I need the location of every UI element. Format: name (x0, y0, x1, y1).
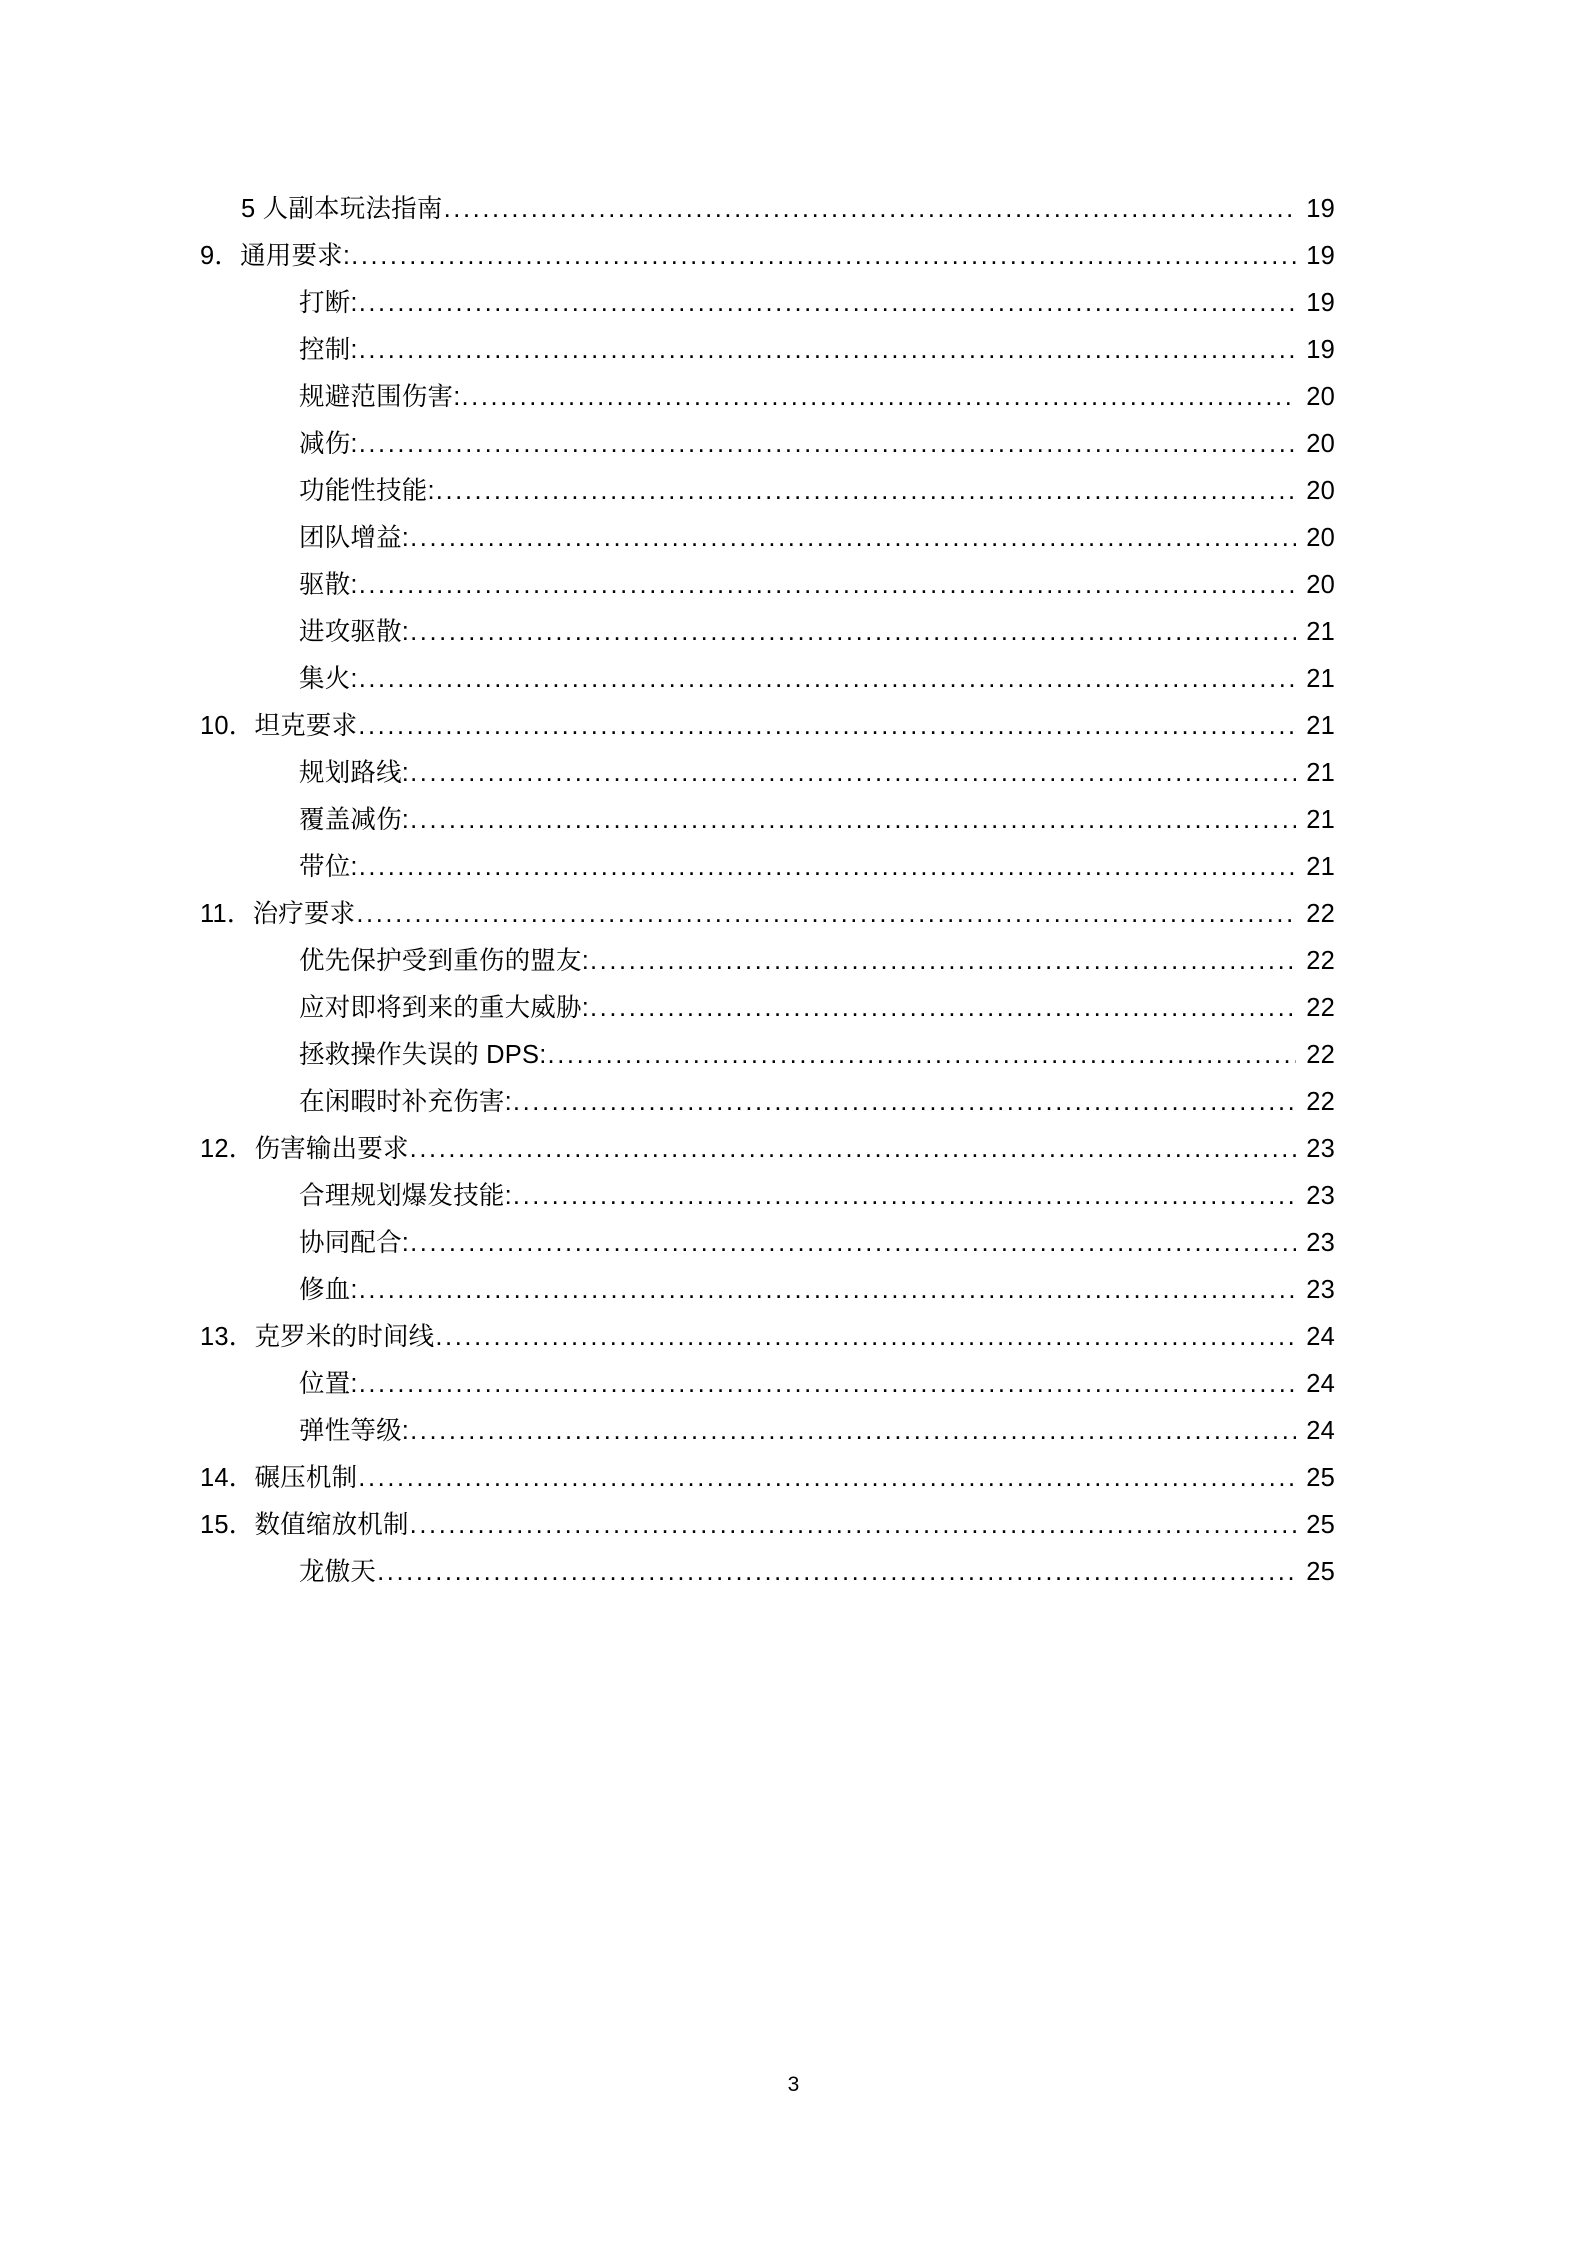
toc-entry[interactable] (200, 703, 1335, 750)
toc-entry-label: 弹性等级: (299, 1417, 410, 1445)
toc-entry[interactable] (299, 1408, 1335, 1455)
toc-entry-label: 11．治疗要求 (200, 900, 356, 928)
toc-dot-leader (359, 656, 1296, 703)
toc-entry-label: 5 人副本玩法指南 (241, 195, 443, 223)
toc-entry-page-number: 23 (1306, 1276, 1335, 1304)
toc-entry[interactable] (299, 985, 1335, 1032)
toc-dot-leader (410, 1220, 1296, 1267)
toc-dot-leader (444, 186, 1296, 233)
toc-entry-page-number: 23 (1306, 1182, 1335, 1210)
toc-entry-page-number: 21 (1306, 806, 1335, 834)
toc-dot-leader (410, 797, 1296, 844)
toc-entry[interactable] (200, 1502, 1335, 1549)
toc-entry[interactable] (299, 468, 1335, 515)
toc-dot-leader (359, 327, 1296, 374)
toc-entry-label: 规避范围伤害: (299, 383, 461, 411)
toc-entry-page-number: 25 (1306, 1558, 1335, 1586)
toc-entry-label: 合理规划爆发技能: (299, 1182, 512, 1210)
toc-dot-leader (590, 938, 1296, 985)
toc-entry[interactable] (299, 656, 1335, 703)
toc-entry-label: 龙傲天 (299, 1558, 377, 1586)
toc-entry-label: 拯救操作失误的 DPS: (299, 1041, 547, 1069)
toc-entry-page-number: 21 (1306, 712, 1335, 740)
toc-entry-label: 带位: (299, 853, 358, 881)
toc-entry[interactable] (299, 1267, 1335, 1314)
toc-entry-label: 10．坦克要求 (200, 712, 358, 740)
toc-dot-leader (462, 374, 1297, 421)
toc-entry[interactable] (200, 1126, 1335, 1173)
toc-entry-label: 团队增益: (299, 524, 410, 552)
toc-entry-page-number: 21 (1306, 759, 1335, 787)
toc-entry-page-number: 25 (1306, 1464, 1335, 1492)
toc-entry-page-number: 21 (1306, 665, 1335, 693)
toc-entry-label: 减伤: (299, 430, 358, 458)
toc-entry-page-number: 21 (1306, 618, 1335, 646)
toc-entry[interactable] (299, 562, 1335, 609)
toc-dot-leader (513, 1173, 1296, 1220)
toc-dot-leader (351, 233, 1296, 280)
page-footer (0, 2073, 1587, 2097)
toc-entry-label: 15．数值缩放机制 (200, 1511, 409, 1539)
toc-entry-page-number: 20 (1306, 383, 1335, 411)
toc-dot-leader (410, 515, 1296, 562)
toc-entry-label: 在闲暇时补充伤害: (299, 1088, 512, 1116)
toc-dot-leader (359, 280, 1296, 327)
toc-entry-label: 覆盖减伤: (299, 806, 410, 834)
toc-dot-leader (410, 1502, 1296, 1549)
toc-dot-leader (377, 1549, 1296, 1596)
toc-entry-label: 位置: (299, 1370, 358, 1398)
toc-entry-page-number: 22 (1306, 900, 1335, 928)
toc-entry[interactable] (299, 1173, 1335, 1220)
toc-entry-label: 12．伤害输出要求 (200, 1135, 409, 1163)
toc-entry-page-number: 21 (1306, 853, 1335, 881)
toc-dot-leader (356, 891, 1296, 938)
toc-entry-label: 进攻驱散: (299, 618, 410, 646)
toc-entry[interactable] (299, 938, 1335, 985)
toc-entry-label: 优先保护受到重伤的盟友: (299, 947, 589, 975)
toc-entry[interactable] (299, 1220, 1335, 1267)
toc-dot-leader (590, 985, 1296, 1032)
toc-entry-label: 集火: (299, 665, 358, 693)
toc-entry[interactable] (299, 1079, 1335, 1126)
toc-entry-label: 控制: (299, 336, 358, 364)
toc-entry[interactable] (200, 233, 1335, 280)
toc-dot-leader (359, 1267, 1296, 1314)
toc-entry[interactable] (299, 421, 1335, 468)
toc-dot-leader (359, 562, 1296, 609)
toc-dot-leader (358, 1455, 1296, 1502)
toc-entry-label: 修血: (299, 1276, 358, 1304)
toc-dot-leader (548, 1032, 1296, 1079)
toc-entry-page-number: 19 (1306, 242, 1335, 270)
toc-entry[interactable] (200, 1455, 1335, 1502)
toc-entry-page-number: 22 (1306, 1088, 1335, 1116)
toc-dot-leader (513, 1079, 1296, 1126)
toc-entry-label: 规划路线: (299, 759, 410, 787)
toc-entry[interactable] (241, 186, 1335, 233)
toc-entry[interactable] (299, 515, 1335, 562)
toc-entry-page-number: 22 (1306, 1041, 1335, 1069)
toc-entry-label: 打断: (299, 289, 358, 317)
toc-entry[interactable] (299, 1361, 1335, 1408)
toc-entry-page-number: 22 (1306, 947, 1335, 975)
toc-entry[interactable] (299, 1032, 1335, 1079)
footer-page-number: 3 (787, 2073, 800, 2096)
toc-entry-page-number: 25 (1306, 1511, 1335, 1539)
toc-entry-page-number: 19 (1306, 336, 1335, 364)
toc-dot-leader (410, 1126, 1296, 1173)
table-of-contents (200, 186, 1335, 1596)
toc-dot-leader (410, 1408, 1296, 1455)
toc-entry-page-number: 24 (1306, 1323, 1335, 1351)
toc-entry[interactable] (200, 891, 1335, 938)
toc-entry[interactable] (299, 797, 1335, 844)
toc-entry-label: 14．碾压机制 (200, 1464, 358, 1492)
toc-dot-leader (410, 609, 1296, 656)
toc-dot-leader (358, 703, 1296, 750)
toc-entry[interactable] (200, 1314, 1335, 1361)
toc-entry[interactable] (299, 280, 1335, 327)
toc-entry[interactable] (299, 374, 1335, 421)
toc-entry-page-number: 24 (1306, 1417, 1335, 1445)
toc-dot-leader (410, 750, 1296, 797)
toc-entry[interactable] (299, 844, 1335, 891)
toc-dot-leader (435, 1314, 1296, 1361)
toc-entry[interactable] (299, 750, 1335, 797)
toc-entry-page-number: 20 (1306, 571, 1335, 599)
toc-entry-label: 协同配合: (299, 1229, 410, 1257)
toc-entry-label: 应对即将到来的重大威胁: (299, 994, 589, 1022)
toc-dot-leader (436, 468, 1296, 515)
toc-entry-page-number: 20 (1306, 477, 1335, 505)
toc-entry-label: 驱散: (299, 571, 358, 599)
toc-dot-leader (359, 844, 1296, 891)
toc-entry-page-number: 23 (1306, 1229, 1335, 1257)
toc-entry-label: 13．克罗米的时间线 (200, 1323, 435, 1351)
toc-entry-page-number: 20 (1306, 524, 1335, 552)
toc-entry-page-number: 19 (1306, 195, 1335, 223)
toc-entry-page-number: 24 (1306, 1370, 1335, 1398)
toc-entry[interactable] (299, 1549, 1335, 1596)
toc-entry-label: 9．通用要求: (200, 242, 351, 270)
toc-dot-leader (359, 421, 1296, 468)
toc-entry-page-number: 22 (1306, 994, 1335, 1022)
toc-entry-label: 功能性技能: (299, 477, 435, 505)
toc-entry[interactable] (299, 609, 1335, 656)
toc-entry-page-number: 23 (1306, 1135, 1335, 1163)
toc-dot-leader (359, 1361, 1296, 1408)
toc-entry-page-number: 20 (1306, 430, 1335, 458)
toc-entry-page-number: 19 (1306, 289, 1335, 317)
toc-entry[interactable] (299, 327, 1335, 374)
